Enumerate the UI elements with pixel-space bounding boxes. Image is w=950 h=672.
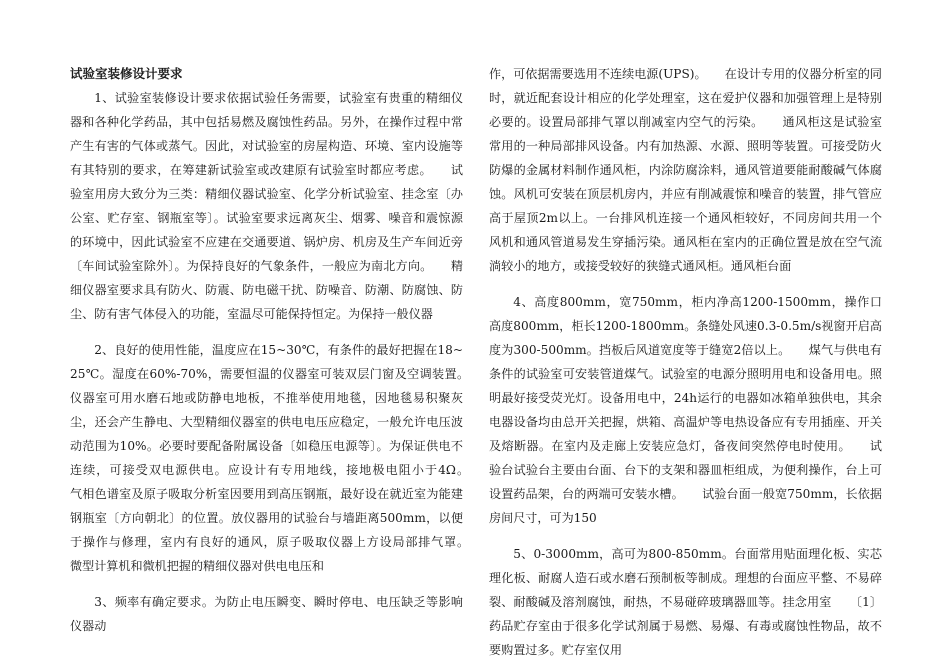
document-title: 试验室装修设计要求: [70, 66, 183, 81]
paragraph-3-continued: 作，可依据需要选用不连续电源(UPS)。 在设计专用的仪器分析室的同时，就近配套设计相应的化学处理室，这在爱护仪器和加强管理上是特别必要的。设置局部排气罩以削减室内空气的污染。 通风柜这是试验室常用的一种局部排风设备。内有加热源、水源、照明等装置。可接受防火防爆的金属材料制作通风柜，内涂防腐涂料，通风管道要能耐酸碱气体腐蚀。风机可安装在顶层机房内，并应有削减震惊和噪音的装置，排气管应高于屋顶2m以上。一台排风机连接一个通风柜较好，不同房间共用一个风机和通风管道易发生穿插污染。通风柜在室内的正确位置是放在空气流淌较小的地方，或接受较好的狭缝式通风柜。通风柜台面: [489, 67, 882, 273]
paragraph-3: 3、频率有确定要求。为防止电压瞬变、瞬时停电、电压缺乏等影响仪器动: [70, 595, 463, 633]
left-column: [70, 62, 488, 638]
paragraph-5: 5、0-3000mm，高可为800-850mm。台面常用贴面理化板、实芯理化板、耐腐人造石或水磨石预制板等制成。理想的台面应平整、不易碎裂、耐酸碱及溶剂腐蚀，耐热，不易碰碎玻璃器皿等。挂念用室 〔1〕药品贮存室由于很多化学试剂属于易燃、易爆、有毒或腐蚀性物品，故不要购置过多。贮存室仅用: [489, 547, 882, 657]
right-column: [489, 62, 882, 662]
paragraph-1: 1、试验室装修设计要求依据试验任务需要，试验室有贵重的精细仪器和各种化学药品，其中包括易燃及腐蚀性药品。另外，在操作过程中常产生有害的气体或蒸气。因此，对试验室的房屋构造、环境、室内设施等有其特别的要求，在筹建新试验室或改建原有试验室时都应考虑。 试验室用房大致分为三类：精细仪器试验室、化学分析试验室、挂念室〔办公室、贮存室、钢瓶室等〕。试验室要求远离灰尘、烟雾、噪音和震惊源的环境中，因此试验室不应建在交通要道、锅炉房、机房及生产车间近旁〔车间试验室除外〕。为保持良好的气象条件，一般应为南北方向。 精细仪器室要求具有防火、防震、防电磁干扰、防噪音、防潮、防腐蚀、防尘、防有害气体侵入的功能，室温尽可能保持恒定。为保持一般仪器: [70, 91, 463, 321]
paragraph-4: 4、高度800mm，宽750mm，柜内净高1200-1500mm，操作口高度800mm，柜长1200-1800mm。条缝处风速0.3-0.5m/s视窗开启高度为300-500mm。挡板后风道宽度等于缝宽2倍以上。 煤气与供电有条件的试验室可安装管道煤气。试验室的电源分照明用电和设备用电。照明最好接受荧光灯。设备用电中，24h运行的电器如冰箱单独供电，其余电器设备均由总开关把握，烘箱、高温炉等电热设备应有专用插座、开关及熔断器。在室内及走廊上安装应急灯，备夜间突然停电时使用。 试验台试验台主要由台面、台下的支架和器皿柜组成，为便利操作，台上可设置药品架，台的两端可安装水槽。 试验台面一般宽750mm，长依据房间尺寸，可为150: [489, 295, 882, 525]
paragraph-2: 2、良好的使用性能，温度应在15~30℃，有条件的最好把握在18~25℃。湿度在60%-70%，需要恒温的仪器室可装双层门窗及空调装置。 仪器室可用水磨石地或防静电地板，不推举使用地毯，因地毯易积聚灰尘，还会产生静电、大型精细仪器室的供电电压应稳定，一般允许电压波动范围为10%。必要时要配备附属设备〔如稳压电源等〕。为保证供电不连续，可接受双电源供电。应设计有专用地线，接地极电阻小于4Ω。 气相色谱室及原子吸取分析室因要用到高压钢瓶，最好设在就近室为能建钢瓶室〔方向朝北〕的位置。放仪器用的试验台与墙距离500mm，以便于操作与修理，室内有良好的通风，原子吸取仪器上方设局部排气罩。 微型计算机和微机把握的精细仪器对供电电压和: [70, 343, 488, 573]
